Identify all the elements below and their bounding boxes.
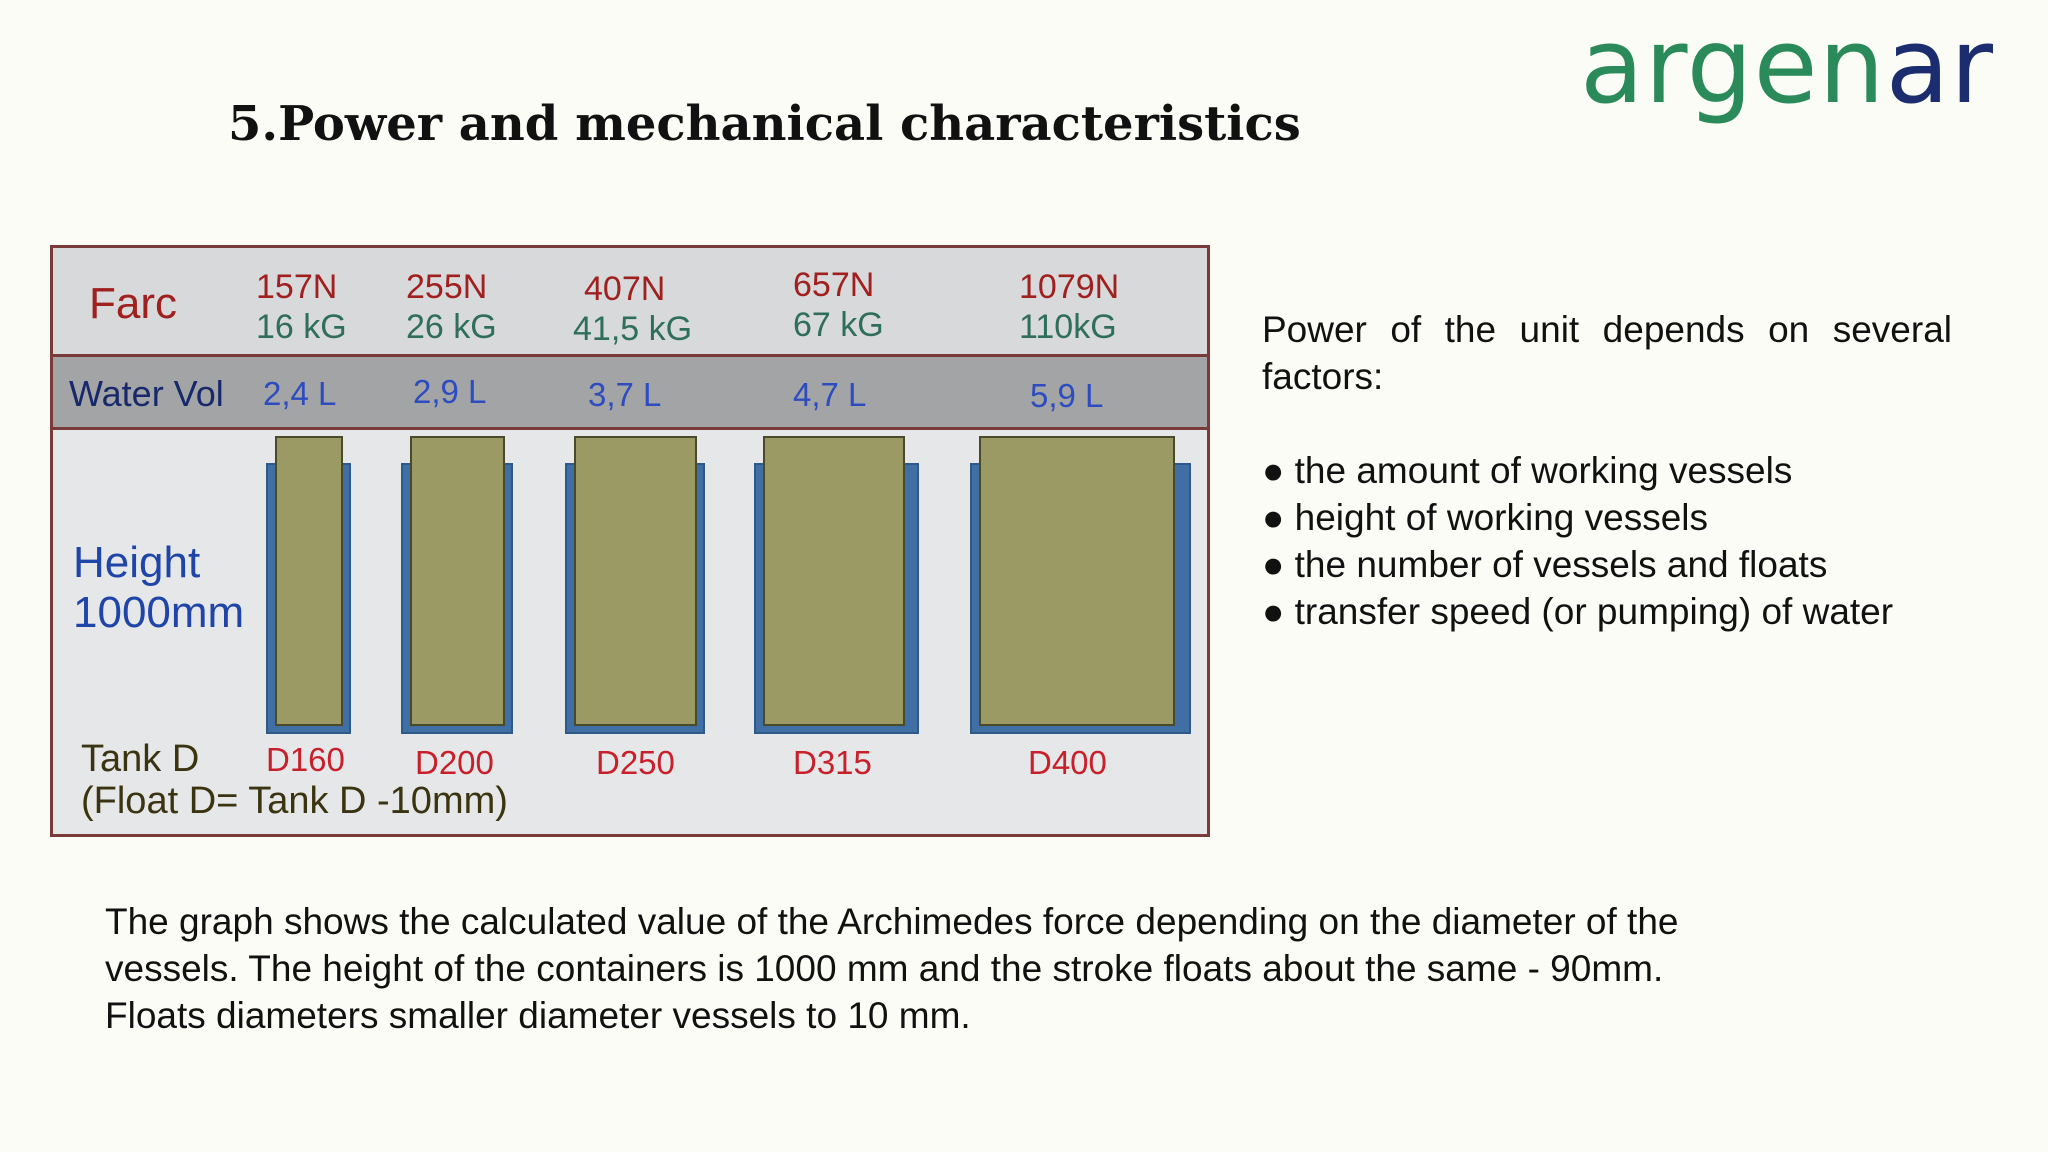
power-factors-intro: Power of the unit depends on several factors:	[1262, 309, 1952, 397]
float-d200	[410, 436, 505, 726]
factor-item: ● the amount of working vessels	[1262, 450, 1793, 491]
diameter-label-d160: D160	[266, 741, 345, 778]
water-vol-d315: 4,7 L	[793, 376, 867, 413]
float-d160	[275, 436, 343, 726]
logo-part-argen: argen	[1580, 5, 1886, 127]
caption-line: Floats diameters smaller diameter vessels to 10 mm.	[105, 995, 971, 1036]
float-d250	[574, 436, 697, 726]
power-factors-text	[1262, 306, 1952, 635]
height-label-value: 1000mm	[73, 588, 245, 637]
farc-row	[53, 248, 1207, 357]
diameter-label-d315: D315	[793, 744, 872, 781]
farc-kg-d315: 67 kG	[793, 306, 884, 344]
water-vol-d400: 5,9 L	[1030, 377, 1104, 414]
factor-item: ● transfer speed (or pumping) of water	[1262, 591, 1894, 632]
diameter-label-d400: D400	[1028, 744, 1107, 781]
farc-kg-d160: 16 kG	[256, 308, 347, 346]
factor-item: ● the number of vessels and floats	[1262, 544, 1828, 585]
farc-newton-d315: 657N	[793, 266, 875, 304]
height-label	[73, 538, 244, 638]
caption-line: vessels. The height of the containers is 1000 mm and the stroke floats about the same - 90mm.	[105, 948, 1664, 989]
farc-newton-d400: 1079N	[1019, 268, 1120, 306]
tank-diameter-label: Tank D	[81, 738, 200, 780]
farc-newton-d250: 407N	[584, 270, 666, 308]
water-vol-d250: 3,7 L	[588, 376, 662, 413]
farc-kg-d200: 26 kG	[406, 308, 497, 346]
float-diameter-note: (Float D= Tank D -10mm)	[81, 780, 508, 822]
float-d315	[763, 436, 905, 726]
farc-kg-d400: 110kG	[1019, 308, 1117, 346]
slide-title: 5.Power and mechanical characteristics	[228, 96, 1301, 152]
water-vol-d160: 2,4 L	[263, 375, 337, 412]
farc-kg-d250: 41,5 kG	[573, 310, 693, 348]
power-factors-list	[1262, 447, 1952, 635]
diameter-label-d200: D200	[415, 744, 494, 781]
water-vol-d200: 2,9 L	[413, 373, 487, 410]
argenar-logo	[1580, 5, 1995, 127]
height-label-word: Height	[73, 538, 201, 587]
farc-label: Farc	[89, 279, 177, 328]
farc-newton-d160: 157N	[256, 268, 338, 306]
water-vol-label: Water Vol	[69, 373, 224, 414]
farc-newton-d200: 255N	[406, 268, 488, 306]
water-volume-row	[53, 357, 1207, 430]
float-d400	[979, 436, 1175, 726]
factor-item: ● height of working vessels	[1262, 497, 1709, 538]
diameter-label-d250: D250	[596, 744, 675, 781]
vessel-diagram	[50, 245, 1210, 837]
graph-caption	[105, 898, 1905, 1039]
logo-part-ar: ar	[1885, 5, 1995, 127]
caption-line: The graph shows the calculated value of the Archimedes force depending on the diameter of the	[105, 901, 1679, 942]
